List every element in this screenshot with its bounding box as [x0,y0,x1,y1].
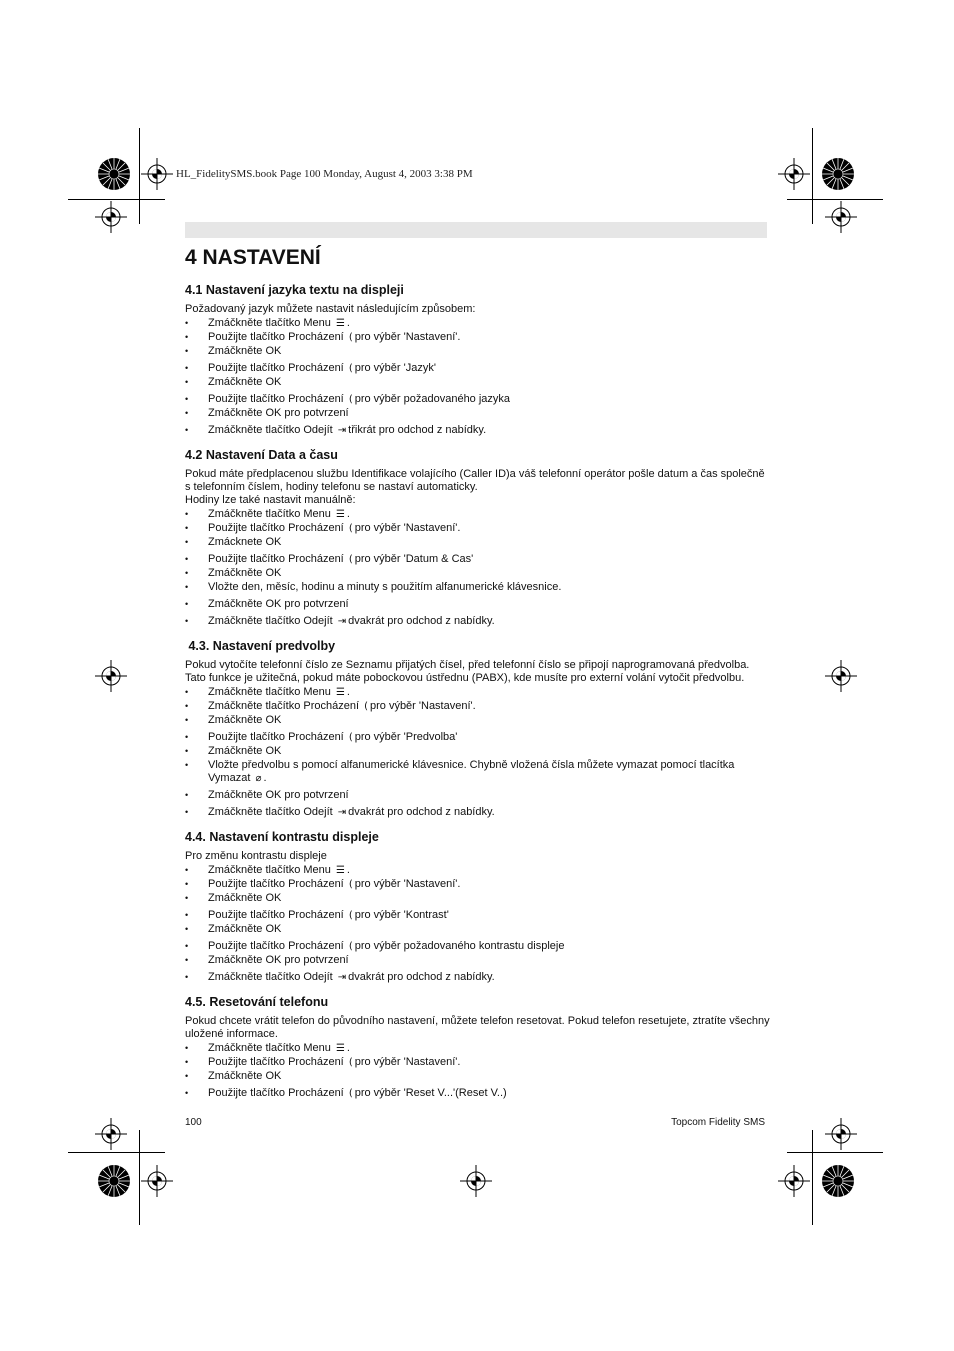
scroll-icon: ( [348,332,353,343]
list-item: • Použijte tlačítko Procházení ( pro výběr 'Datum & Cas' [185,553,770,566]
scroll-icon: ( [364,701,368,712]
list-item: • Zmáčkněte OK [185,714,770,727]
file-info-header: HL_FidelitySMS.book Page 100 Monday, August 4, 2003 3:38 PM [176,168,473,180]
list-item: • Zmáčkněte tlačítko Odejít ⇥ dvakrát pro odchod z nabídky. [185,971,770,984]
section-title: 4.1 Nastavení jazyka textu na displeji [185,283,404,297]
list-item: • Zmáčkněte OK pro potvrzení [185,407,770,420]
back-icon: ⇥ [337,807,347,818]
chapter-title: 4 NASTAVENÍ [185,246,321,269]
scroll-icon: ( [348,1057,353,1068]
section-intro: Pokud máte předplacenou službu Identifikace volajícího (Caller ID)a váš telefonní operátor pošle datum a čas společně s telefonním číslem, hodiny telefonu se nastaví automaticky. [185,468,765,493]
list-item: • Použijte tlačítko Procházení ( pro výběr požadovaného kontrastu displeje [185,940,770,953]
list-item: • Zmáčkněte tlačítko Odejít ⇥ dvakrát pro odchod z nabídky. [185,615,770,628]
list-item: • Zmáčkněte tlačítko Menu ☰ . [185,317,770,330]
list-item: • Zmácknete OK [185,536,770,549]
back-icon: ⇥ [337,616,347,627]
section-title: 4.5. Resetování telefonu [185,995,329,1009]
list-item: • Zmáčkněte OK [185,892,770,905]
list-item: • Použijte tlačítko Procházení ( pro výběr 'Jazyk' [185,362,770,375]
chapter-bar [185,222,767,238]
section-date-time [185,448,770,628]
list-item: • Zmáčkněte tlačítko Menu ☰ . [185,508,770,521]
delete-icon: ⌀ [255,773,262,784]
section-contrast [185,830,770,984]
steps-list [185,864,770,984]
list-item: • Použijte tlačítko Procházení ( pro výběr 'Reset V...'(Reset V..) [185,1087,770,1100]
section-reset [185,995,770,1100]
list-item: • Zmáčkněte OK pro potvrzení [185,789,770,802]
section-prefix [185,639,770,819]
scroll-icon: ( [348,554,353,565]
list-item: • Zmáčkněte tlačítko Menu ☰ . [185,1042,770,1055]
list-item: • Zmáčkněte OK pro potvrzení [185,598,770,611]
scroll-icon: ( [348,394,353,405]
back-icon: ⇥ [337,425,347,436]
list-item: • Zmáčkněte OK [185,567,770,580]
section-title: 4.4. Nastavení kontrastu displeje [185,830,379,844]
steps-list [185,686,770,819]
steps-list [185,317,770,437]
list-item: • Použijte tlačítko Procházení ( pro výběr 'Predvolba' [185,731,770,744]
list-item: • Zmáčkněte tlačítko Menu ☰ . [185,686,770,699]
page-content [185,283,770,1111]
scroll-icon: ( [348,910,353,921]
section-title: 4.3. Nastavení predvolby [185,639,336,653]
scroll-icon: ( [348,1088,353,1099]
list-item: • Použijte tlačítko Procházení ( pro výběr 'Nastavení'. [185,522,770,535]
scroll-icon: ( [348,941,353,952]
product-name: Topcom Fidelity SMS [671,1117,765,1128]
list-item: • Zmáčkněte tlačítko Odejít ⇥ dvakrát pro odchod z nabídky. [185,806,770,819]
list-item: • Zmáčkněte OK [185,345,770,358]
list-item: • Použijte tlačítko Procházení ( pro výběr 'Nastavení'. [185,1056,770,1069]
scroll-icon: ( [348,732,353,743]
menu-icon: ☰ [335,318,345,329]
steps-list [185,1042,770,1100]
section-title: 4.2 Nastavení Data a času [185,448,338,462]
list-item: • Zmáčkněte OK [185,1070,770,1083]
section-intro: Hodiny lze také nastavit manuálně: [185,494,356,506]
list-item: • Zmáčkněte tlačítko Procházení ( pro výběr 'Nastavení'. [185,700,770,713]
list-item: • Zmáčkněte tlačítko Menu ☰ . [185,864,770,877]
section-intro: Požadovaný jazyk můžete nastavit následujícím způsobem: [185,303,476,315]
section-intro: Pokud vytočíte telefonní číslo ze Seznamu přijatých čísel, před telefonní číslo se připojí naprogramovaná předvolba. [185,659,750,671]
list-item: • Vložte den, měsíc, hodinu a minuty s použitím alfanumerické klávesnice. [185,581,770,594]
list-item: • Vložte předvolbu s pomocí alfanumerické klávesnice. Chybně vložená čísla můžete vymazat pomocí tlacítka Vymazat ⌀ . [185,759,770,785]
section-intro: Pokud chcete vrátit telefon do původního nastavení, můžete telefon resetovat. Pokud telefon resetujete, ztratíte všechny uložené informace. [185,1015,770,1040]
list-item: • Zmáčkněte OK pro potvrzení [185,954,770,967]
list-item: • Použijte tlačítko Procházení ( pro výběr 'Nastavení'. [185,878,770,891]
list-item: • Zmáčkněte OK [185,376,770,389]
list-item: • Použijte tlačítko Procházení ( pro výběr 'Kontrast' [185,909,770,922]
list-item: • Zmáčkněte OK [185,745,770,758]
section-language [185,283,770,437]
list-item: • Zmáčkněte tlačítko Odejít ⇥ třikrát pro odchod z nabídky. [185,424,770,437]
list-item: • Zmáčkněte OK [185,923,770,936]
scroll-icon: ( [348,879,353,890]
list-item: • Použijte tlačítko Procházení ( pro výběr požadovaného jazyka [185,393,770,406]
menu-icon: ☰ [335,1043,345,1054]
scroll-icon: ( [348,523,353,534]
page-number: 100 [185,1117,202,1128]
menu-icon: ☰ [335,687,345,698]
menu-icon: ☰ [335,865,345,876]
list-item: • Použijte tlačítko Procházení ( pro výběr 'Nastavení'. [185,331,770,344]
scroll-icon: ( [348,363,353,374]
menu-icon: ☰ [335,509,345,520]
section-intro: Pro změnu kontrastu displeje [185,850,327,862]
back-icon: ⇥ [337,972,347,983]
steps-list [185,508,770,628]
section-intro: Tato funkce je užitečná, pokud máte pobockovou ústřednu (PABX), kde musíte pro externí volání vytočit předvolbu. [185,672,745,684]
